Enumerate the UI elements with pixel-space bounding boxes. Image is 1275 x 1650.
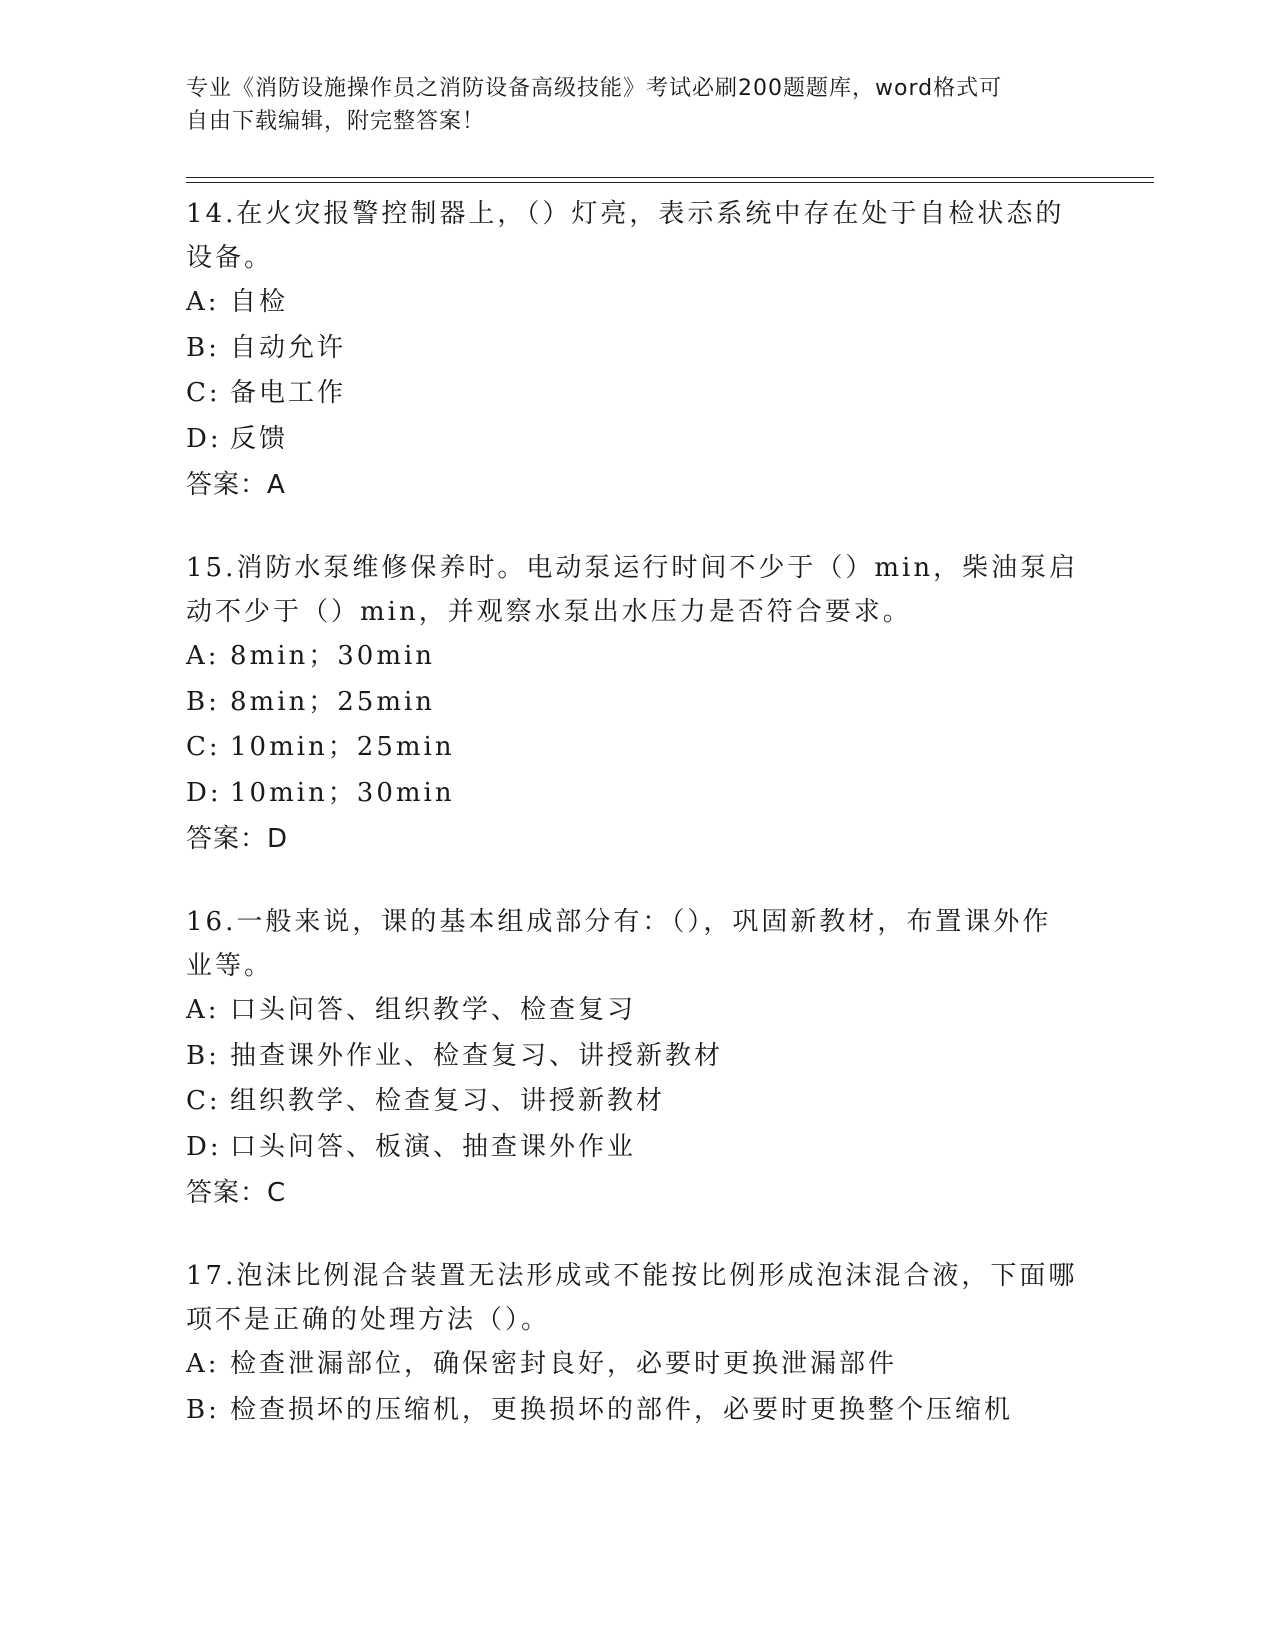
question-stem-line: 14.在火灾报警控制器上，（）灯亮，表示系统中存在处于自检状态的 xyxy=(186,199,1065,229)
option-text: 反馈 xyxy=(230,423,289,454)
question-stem-line: 动不少于（）min，并观察水泵出水压力是否符合要求。 xyxy=(186,597,912,627)
option-a xyxy=(186,634,1086,680)
option-text: 组织教学、检查复习、讲授新教材 xyxy=(230,1086,666,1116)
option-key: D: xyxy=(186,1131,222,1162)
option-b xyxy=(186,1388,1086,1434)
option-key: A: xyxy=(186,287,220,317)
header-divider-top xyxy=(186,177,1154,178)
option-key: A: xyxy=(186,1349,220,1379)
option-key: B: xyxy=(186,686,220,717)
option-b xyxy=(186,326,1086,372)
option-c xyxy=(186,725,1086,771)
header-line-1: 专业《消防设施操作员之消防设备高级技能》考试必刷200题题库，word格式可 xyxy=(186,76,1003,101)
option-text: 自检 xyxy=(230,287,289,317)
answer-line: 答案：A xyxy=(186,470,286,500)
option-text: 检查泄漏部位，确保密封良好，必要时更换泄漏部件 xyxy=(230,1349,898,1379)
option-text: 抽查课外作业、检查复习、讲授新教材 xyxy=(230,1040,724,1071)
answer-line: 答案：C xyxy=(186,1178,287,1208)
header-line-2: 自由下载编辑，附完整答案！ xyxy=(186,109,486,134)
question-17 xyxy=(186,1254,1086,1433)
option-key: D: xyxy=(186,777,222,808)
option-d xyxy=(186,417,1086,463)
question-15 xyxy=(186,546,1086,862)
header-divider-bottom xyxy=(186,182,1154,183)
question-stem-line: 业等。 xyxy=(186,951,274,981)
answer-line: 答案：D xyxy=(186,824,289,854)
option-key: C: xyxy=(186,1086,221,1116)
option-a xyxy=(186,1342,1086,1388)
question-14 xyxy=(186,192,1086,508)
option-text: 自动允许 xyxy=(230,332,347,363)
option-key: A: xyxy=(186,995,220,1025)
option-text: 10min；25min xyxy=(230,732,455,762)
option-key: B: xyxy=(186,1394,220,1425)
option-text: 10min；30min xyxy=(230,777,455,808)
question-stem-line: 17.泡沫比例混合装置无法形成或不能按比例形成泡沫混合液，下面哪 xyxy=(186,1261,1078,1291)
option-key: C: xyxy=(186,732,221,762)
question-list xyxy=(186,192,1086,1471)
question-stem-line: 设备。 xyxy=(186,243,274,273)
option-text: 口头问答、板演、抽查课外作业 xyxy=(230,1131,637,1162)
option-d xyxy=(186,1125,1086,1171)
option-key: B: xyxy=(186,1040,220,1071)
option-key: B: xyxy=(186,332,220,363)
question-stem-line: 项不是正确的处理方法（）。 xyxy=(186,1305,551,1335)
option-d xyxy=(186,771,1086,817)
option-c xyxy=(186,1079,1086,1125)
option-b xyxy=(186,1034,1086,1080)
option-key: D: xyxy=(186,423,222,454)
option-text: 检查损坏的压缩机，更换损坏的部件，必要时更换整个压缩机 xyxy=(230,1394,1014,1425)
question-stem-line: 16.一般来说，课的基本组成部分有：（），巩固新教材，布置课外作 xyxy=(186,907,1052,937)
option-text: 8min；30min xyxy=(230,641,436,671)
document-header xyxy=(186,72,1066,138)
option-a xyxy=(186,280,1086,326)
option-key: A: xyxy=(186,641,220,671)
option-text: 口头问答、组织教学、检查复习 xyxy=(230,995,637,1025)
option-c xyxy=(186,371,1086,417)
option-text: 8min；25min xyxy=(230,686,436,717)
option-key: C: xyxy=(186,378,221,408)
option-text: 备电工作 xyxy=(230,378,347,408)
option-a xyxy=(186,988,1086,1034)
question-stem-line: 15.消防水泵维修保养时。电动泵运行时间不少于（）min，柴油泵启 xyxy=(186,553,1079,583)
option-b xyxy=(186,680,1086,726)
question-16 xyxy=(186,900,1086,1216)
